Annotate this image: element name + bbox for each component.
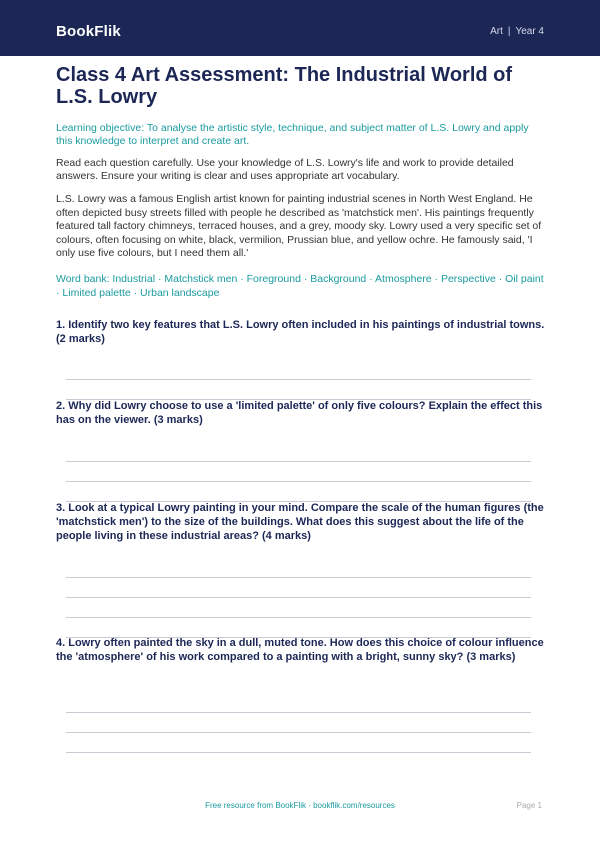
answer-line[interactable] xyxy=(66,712,531,713)
question-3: 3. Look at a typical Lowry painting in your mind. Compare the scale of the human figures (the 'matchstick men') to the size of the buildings. What does this suggest about the life of the people living in these industrial areas? (4 marks) xyxy=(56,502,544,542)
footer-link[interactable]: Free resource from BookFlik · bookflik.com/resources xyxy=(205,801,395,810)
year-label: Year 4 xyxy=(515,26,544,37)
question-2: 2. Why did Lowry choose to use a 'limited palette' of only five colours? Explain the effect this has on the viewer. (3 marks) xyxy=(56,400,543,426)
page-title: Class 4 Art Assessment: The Industrial World of L.S. Lowry xyxy=(56,64,513,108)
question-4: 4. Lowry often painted the sky in a dull, muted tone. How does this choice of colour influence the 'atmosphere' of his work compared to a painting with a bright, sunny sky? (3 marks) xyxy=(56,637,544,663)
reading-passage: L.S. Lowry was a famous English artist known for painting industrial scenes in North West England. He often depicted busy streets filled with people he described as 'matchstick men'. His paintings frequently featured tall factory chimneys, terraced houses, and a grey, moody sky. Lowry used a very specific set of colours, often focusing on white, black, vermilion, Prussian blue, and yellow ochre. He famously said, 'I only use five colours, but I need them all.' xyxy=(56,193,542,259)
header-bar xyxy=(0,0,600,56)
answer-line[interactable] xyxy=(66,577,531,578)
answer-line[interactable] xyxy=(66,481,531,482)
answer-line[interactable] xyxy=(66,597,531,598)
word-bank: Word bank: Industrial · Matchstick men · Foreground · Background · Atmosphere · Perspective · Oil paint · Limited palette · Urban landscape xyxy=(56,273,544,299)
meta-separator: | xyxy=(507,26,511,37)
subject-label: Art xyxy=(490,26,503,37)
brand-logo[interactable]: BookFlik xyxy=(56,23,121,40)
answer-line[interactable] xyxy=(66,379,531,380)
instructions: Read each question carefully. Use your knowledge of L.S. Lowry's life and work to provide detailed answers. Ensure your writing is clear and uses appropriate art vocabulary. xyxy=(56,157,514,182)
answer-line[interactable] xyxy=(66,461,531,462)
question-1: 1. Identify two key features that L.S. Lowry often included in his paintings of industrial towns. (2 marks) xyxy=(56,319,545,345)
answer-line[interactable] xyxy=(66,732,531,733)
page-number: Page 1 xyxy=(516,801,542,810)
learning-objective: Learning objective: To analyse the artistic style, technique, and subject matter of L.S. Lowry and apply this knowledge to interpret and create art. xyxy=(56,122,529,147)
header-meta xyxy=(490,26,544,37)
answer-line[interactable] xyxy=(66,617,531,618)
answer-line[interactable] xyxy=(66,752,531,753)
